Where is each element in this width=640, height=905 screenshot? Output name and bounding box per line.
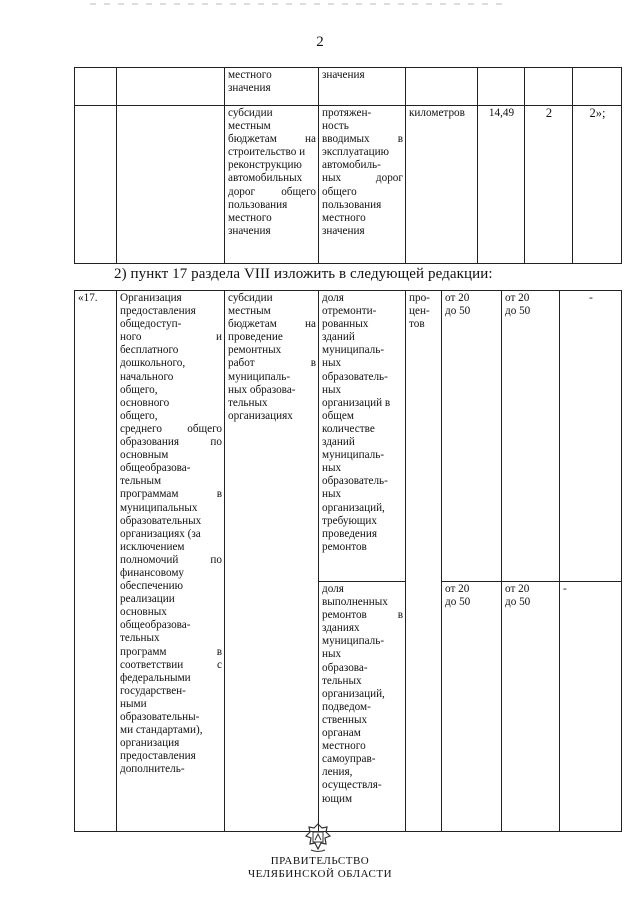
cell-value-dash: - (560, 582, 622, 832)
page-number: 2 (316, 34, 324, 50)
cell-measure-tail: местного значения (225, 68, 319, 106)
cell-empty (117, 68, 225, 106)
cell-indicator-tail: значения (319, 68, 406, 106)
cell-empty (75, 106, 117, 264)
cell-empty (117, 106, 225, 264)
cell-empty (406, 68, 478, 106)
coat-of-arms-icon (303, 822, 333, 854)
cell-item-number: «17. (75, 291, 117, 832)
cell-value-dash: - (560, 291, 622, 582)
cell-value-range: от 20 до 50 (442, 291, 502, 582)
cell-unit: километров (406, 106, 478, 264)
org-name-line1: ПРАВИТЕЛЬСТВО (270, 855, 370, 867)
cell-value-range: от 20 до 50 (502, 291, 560, 582)
cell-value-range: от 20 до 50 (502, 582, 560, 832)
cell-value: 2 (525, 106, 573, 264)
cell-value-range: от 20 до 50 (442, 582, 502, 832)
cell-value: 2»; (573, 106, 622, 264)
continuation-table (74, 67, 622, 264)
table-row (75, 68, 622, 106)
cell-empty (478, 68, 525, 106)
scan-artifact (90, 3, 510, 5)
cell-unit-percent: про- цен- тов (406, 291, 442, 832)
item-17-table (74, 290, 622, 832)
amendment-text: 2) пункт 17 раздела VIII изложить в следующей редакции: (114, 266, 493, 282)
cell-empty (75, 68, 117, 106)
cell-value: 14,49 (478, 106, 525, 264)
cell-subsidy: субсидии местным бюджетам на проведение ремонтных работ в муниципаль- ных образова- тельных организациях (225, 291, 319, 832)
cell-item-name: Организация предоставления общедоступ- ного и бесплатного дошкольного, начального общего, основного общего, среднего общего образования по основным общеобразова- тельным программам в муниципальных образовательных организациях (за исключением полномочий по финансовому обеспечению реализации основных общеобразова- тельных программ в соответствии с федеральными государствен- ными образовательны- ми стандартами), организация предоставления дополнитель- (117, 291, 225, 832)
org-name-line2: ЧЕЛЯБИНСКОЙ ОБЛАСТИ (247, 868, 393, 880)
cell-indicator-repaired-buildings: доля отремонти- рованных зданий муниципаль- ных образователь- ных организаций в общем количестве зданий муниципаль- ных образователь- ных организаций, требующих проведения ремонтов (319, 291, 406, 582)
cell-empty (525, 68, 573, 106)
cell-empty (573, 68, 622, 106)
table-row (75, 106, 622, 264)
table-row (75, 291, 622, 582)
cell-measure: субсидии местным бюджетам на строительство и реконструкцию автомобильных дорог общего пользования местного значения (225, 106, 319, 264)
cell-indicator-completed-repairs: доля выполненных ремонтов в зданиях муниципаль- ных образова- тельных организаций, подведом- ственных органам местного самоуправ- ления, осуществля- ющим (319, 582, 406, 832)
cell-indicator: протяжен- ность вводимых в эксплуатацию автомобиль- ных дорог общего пользования местного значения (319, 106, 406, 264)
